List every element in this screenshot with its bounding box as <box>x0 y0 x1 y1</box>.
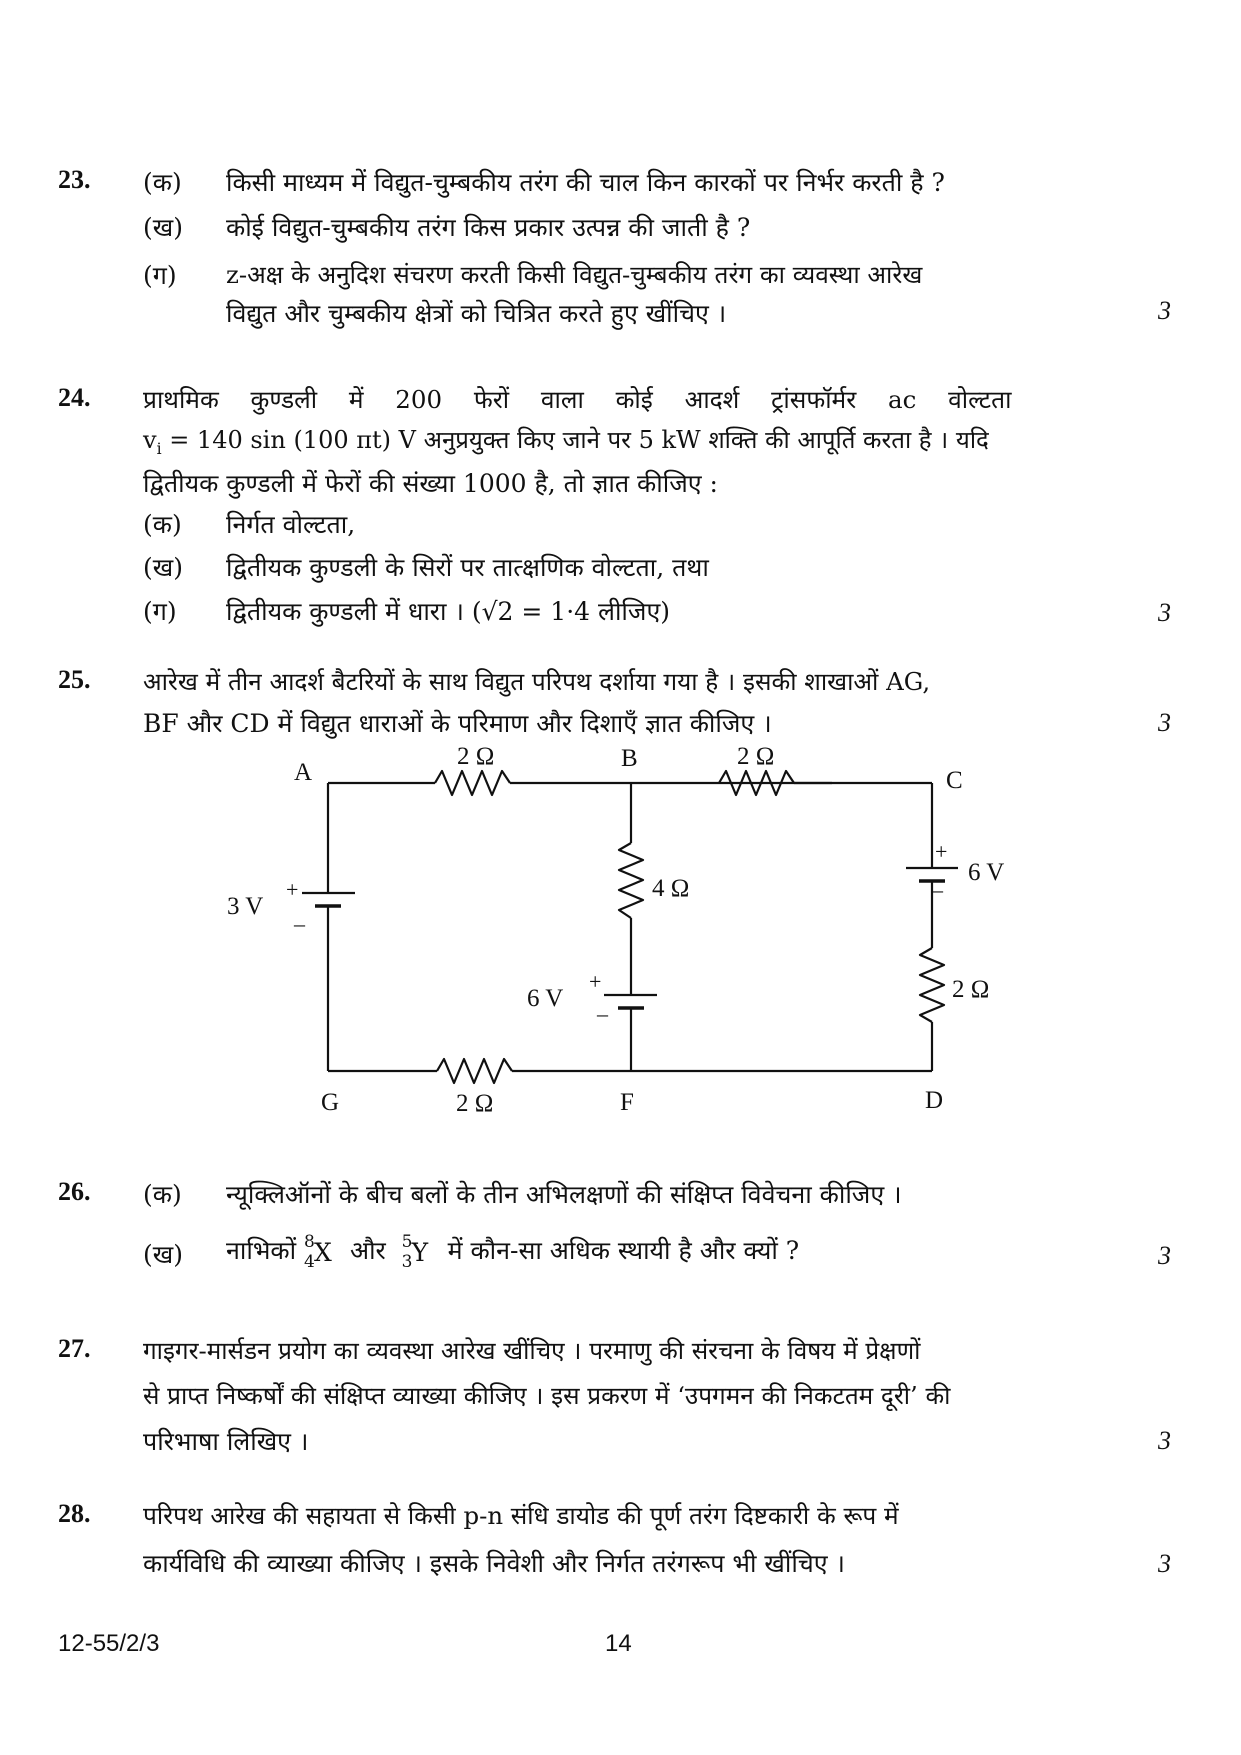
q23-b-label: (ख) <box>143 213 183 242</box>
resistor-bc-label: 2 Ω <box>737 743 775 770</box>
footer-page-number: 14 <box>605 1630 632 1657</box>
q25-marks: 3 <box>1158 708 1171 737</box>
q26-a-label: (क) <box>143 1180 182 1209</box>
nuclide-x-mass: 8 <box>304 1231 315 1252</box>
resistor-bf <box>619 843 643 918</box>
nuclide-x-atomic: 4 <box>304 1251 315 1272</box>
q24-line3: द्वितीयक कुण्डली में फेरों की संख्या 1000 है, तो ज्ञात कीजिए : <box>143 469 718 498</box>
q28-line2: कार्यविधि की व्याख्या कीजिए । इसके निवेशी और निर्गत तरंगरूप भी खींचिए । <box>143 1549 845 1578</box>
q25-line2: BF और CD में विद्युत धाराओं के परिमाण और दिशाएँ ज्ञात कीजिए । <box>143 709 772 738</box>
resistor-cd <box>920 948 944 1022</box>
q24-number: 24. <box>58 383 91 412</box>
node-g-label: G <box>321 1089 340 1116</box>
q26-marks: 3 <box>1158 1241 1171 1270</box>
resistor-bf-label: 4 Ω <box>652 875 690 902</box>
q26-and: और <box>349 1236 386 1265</box>
q24-marks: 3 <box>1158 598 1171 627</box>
q26-b-label: (ख) <box>143 1240 183 1269</box>
q24-b-text: द्वितीयक कुण्डली के सिरों पर तात्क्षणिक वोल्टता, तथा <box>226 553 709 582</box>
q26-b-post: में कौन-सा अधिक स्थायी है और क्यों ? <box>447 1236 800 1265</box>
resistor-gf-label: 2 Ω <box>456 1090 494 1117</box>
q23-c-line2: विद्युत और चुम्बकीय क्षेत्रों को चित्रित करते हुए खींचिए । <box>226 299 727 328</box>
q27-line2: से प्राप्त निष्कर्षों की संक्षिप्त व्याख्या कीजिए । इस प्रकरण में ‘उपगमन की निकटतम दूरी’ की <box>143 1381 951 1410</box>
node-b-label: B <box>621 745 638 772</box>
q26-number: 26. <box>58 1177 91 1206</box>
q27-marks: 3 <box>1158 1426 1171 1455</box>
q28-number: 28. <box>58 1499 91 1528</box>
nuclide-y <box>401 1231 432 1272</box>
q27-line3: परिभाषा लिखिए । <box>143 1427 309 1456</box>
battery-bf-minus: – <box>597 1001 608 1026</box>
q26-a-text: न्यूक्लिऑनों के बीच बलों के तीन अभिलक्षणों की संक्षिप्त विवेचना कीजिए । <box>226 1180 902 1209</box>
footer-paper-code: 12-55/2/3 <box>58 1630 160 1657</box>
q24-a-text: निर्गत वोल्टता, <box>226 510 356 539</box>
q24-v-symbol: v <box>143 426 157 454</box>
q23-b-text: कोई विद्युत-चुम्बकीय तरंग किस प्रकार उत्पन्न की जाती है ? <box>226 213 751 242</box>
battery-cd-label: 6 V <box>968 859 1005 886</box>
battery-cd-plus: + <box>935 839 948 864</box>
node-c-label: C <box>946 767 963 794</box>
node-d-label: D <box>925 1087 944 1114</box>
q26-b-pre: नाभिकों <box>226 1236 297 1265</box>
q24-v-subscript: i <box>156 439 162 458</box>
q27-line1: गाइगर-मार्सडन प्रयोग का व्यवस्था आरेख खींचिए । परमाणु की संरचना के विषय में प्रेक्षणों <box>143 1336 921 1365</box>
q23-c-label: (ग) <box>143 261 177 290</box>
battery-cd-minus: – <box>932 877 943 902</box>
q24-line1: प्राथमिक कुण्डली में 200 फेरों वाला कोई आदर्श ट्रांसफॉर्मर ac वोल्टता <box>143 385 1012 414</box>
q24-c-text: द्वितीयक कुण्डली में धारा । (√2 = 1·4 लीजिए) <box>226 597 671 626</box>
q24-line2-rest: = 140 sin (100 πt) V अनुप्रयुक्त किए जाने पर 5 kW शक्ति की आपूर्ति करता है । यदि <box>161 426 989 454</box>
battery-bf-label: 6 V <box>527 985 564 1012</box>
q28-line1: परिपथ आरेख की सहायता से किसी p-n संधि डायोड की पूर्ण तरंग दिष्टकारी के रूप में <box>143 1501 899 1530</box>
nuclide-x-symbol: X <box>314 1237 332 1267</box>
q23-a-text: किसी माध्यम में विद्युत-चुम्बकीय तरंग की चाल किन कारकों पर निर्भर करती है ? <box>226 168 945 197</box>
q27-number: 27. <box>58 1334 91 1363</box>
resistor-gf <box>437 1059 512 1083</box>
q23-marks: 3 <box>1158 296 1171 325</box>
q26-b-text <box>226 1231 800 1272</box>
q23-c-line1: z-अक्ष के अनुदिश संचरण करती किसी विद्युत-चुम्बकीय तरंग का व्यवस्था आरेख <box>226 260 923 289</box>
node-f-label: F <box>620 1089 634 1116</box>
battery-ag-label: 3 V <box>227 893 264 920</box>
resistor-cd-label: 2 Ω <box>952 976 990 1003</box>
node-a-label: A <box>294 759 313 786</box>
battery-ag-minus: – <box>294 911 305 936</box>
resistor-ab <box>435 771 510 795</box>
q23-a-label: (क) <box>143 168 182 197</box>
resistor-ab-label: 2 Ω <box>457 743 495 770</box>
battery-ag-plus: + <box>286 877 299 902</box>
q25-number: 25. <box>58 665 91 694</box>
nuclide-y-symbol: Y <box>411 1237 429 1267</box>
nuclide-x <box>304 1231 334 1272</box>
q24-b-label: (ख) <box>143 553 183 582</box>
nuclide-y-mass: 5 <box>401 1231 413 1252</box>
q28-marks: 3 <box>1158 1549 1171 1578</box>
q23-number: 23. <box>58 165 91 194</box>
q24-a-label: (क) <box>143 510 182 539</box>
q24-c-label: (ग) <box>143 597 177 626</box>
battery-bf-plus: + <box>589 969 602 994</box>
nuclide-y-atomic: 3 <box>401 1251 413 1272</box>
q25-line1: आरेख में तीन आदर्श बैटरियों के साथ विद्युत परिपथ दर्शाया गया है । इसकी शाखाओं AG, <box>143 667 931 696</box>
